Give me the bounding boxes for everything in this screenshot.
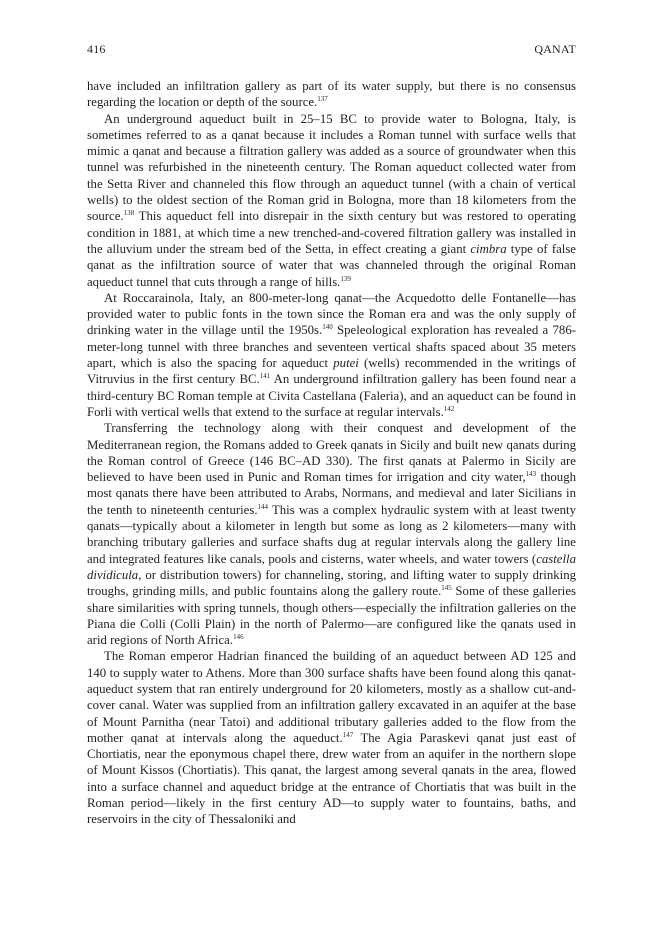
paragraph	[87, 648, 576, 827]
paragraph	[87, 78, 576, 111]
paragraph	[87, 111, 576, 290]
text-run: Transferring the technology along with their conquest and development of the Mediterranean region, the Romans added to Greek qanats in Sicily and built new qanats during the Roman control of Greece (146 BC–AD 330). The first qanats at Palermo in Sicily are believed to have been used in Punic and Roman times for irrigation and city water,	[87, 421, 576, 485]
text-run: The Agia Paraskevi qanat just east of Chortiatis, near the eponymous chapel there, drew water from an aquifer in the northern slope of Mount Kissos (Chortiatis). This qanat, the largest among several qanats in the area, flowed into a surface channel and aqueduct bridge at the entrance of Chortiatis that was built in the Roman period—likely in the first century AD—to supply water to fountains, baths, and reservoirs in the city of Thessaloniki and	[87, 730, 576, 827]
footnote-ref: 137	[317, 95, 328, 104]
running-head: QANAT	[534, 42, 576, 56]
text-run: This was a complex hydraulic system with at least twenty qanats—typically about a kilometer in length but some as long as 2 kilometers—many with branching tributary galleries and surface shafts dug at regular intervals along the gallery line and integrated features like canals, pools and cisterns, water wheels, and water towers (	[87, 502, 576, 566]
text-run: An underground aqueduct built in 25–15 BC to provide water to Bologna, Italy, is sometimes referred to as a qanat because it includes a Roman tunnel with surface wells that mimic a qanat and because a filtration gallery was added as a source of groundwater when this tunnel was refurbished in the nineteenth century. The Roman aqueduct collected water from the Setta River and channeled this flow through an aqueduct tunnel (with a chain of vertical wells) to the oldest section of the Roman grid in Bologna, more than 18 kilometers from the source.	[87, 111, 576, 224]
text-run: At Roccarainola, Italy, an 800-meter-long qanat—the Acquedotto delle Fontanelle—has provided water to public fonts in the town since the Roman era and was the only supply of drinking water in the village until the 1950s.	[87, 290, 576, 338]
text-run: Some of these galleries share similarities with spring tunnels, though others—especially the infiltration galleries on the Piana die Colli (Colli Plain) in the north of Palermo—are configured like the qanats used in arid regions of North Africa.	[87, 584, 576, 648]
text-run: though most qanats there have been attributed to Arabs, Normans, and medieval and later Sicilians in the tenth to nineteenth centuries.	[87, 470, 576, 517]
footnote-ref: 147	[342, 730, 354, 739]
italic-term: castella dividicula	[87, 551, 576, 582]
footnote-ref: 145	[441, 584, 452, 593]
text-run: (wells) recommended in the writings of Vitruvius in the first century BC.	[87, 356, 576, 387]
text-run: The Roman emperor Hadrian financed the building of an aqueduct between AD 125 and 140 to supply water to Athens. More than 300 surface shafts have been found along this qanat-aqueduct system that ran entirely underground for 20 kilometers, mostly as a shallow cut-and-cover canal. Water was supplied from an infiltration gallery excavated in an aquifer at the base of Mount Parnitha (near Tatoi) and additional tributary galleries added to the flow from the mother qanat at intervals along the aqueduct.	[87, 649, 576, 745]
italic-term: putei	[333, 356, 359, 371]
body-text	[87, 78, 576, 828]
footnote-ref: 142	[443, 404, 455, 413]
text-run: , or distribution towers) for channeling, storing, and lifting water to supply drinking troughs, grinding mills, and public fountains along the gallery route.	[87, 567, 576, 599]
footnote-ref: 141	[259, 372, 271, 381]
text-run: An underground infiltration gallery has been found near a third-century BC Roman temple at Civita Castellana (Faleria), and an aqueduct can be found in Forli with vertical wells that extend to the surface at regular intervals.	[87, 372, 576, 419]
text-run: have included an infiltration gallery as part of its water supply, but there is no consensus regarding the location or depth of the source.	[87, 79, 576, 110]
page-number: 416	[87, 42, 106, 56]
paragraph	[87, 290, 576, 420]
italic-term: cimbra	[470, 241, 507, 256]
footnote-ref: 144	[257, 502, 269, 511]
footnote-ref: 146	[233, 633, 244, 642]
footnote-ref: 138	[123, 209, 135, 218]
footnote-ref: 143	[525, 470, 537, 479]
footnote-ref: 139	[340, 274, 351, 283]
text-run: type of false qanat as the infiltration source of water that was channeled through the original Roman aqueduct tunnel that cuts through a range of hills.	[87, 241, 576, 289]
paragraph	[87, 420, 576, 648]
footnote-ref: 140	[322, 323, 333, 332]
text-run: Speleological exploration has revealed a 786-meter-long tunnel with three branches and seventeen vertical shafts spaced about 35 meters apart, which is also the spacing for aqueduct	[87, 323, 576, 371]
text-run: This aqueduct fell into disrepair in the sixth century but was restored to operating condition in 1881, at which time a new trenched-and-covered filtration gallery was installed in the alluvium under the stream bed of the Setta, in effect creating a giant	[87, 209, 576, 256]
